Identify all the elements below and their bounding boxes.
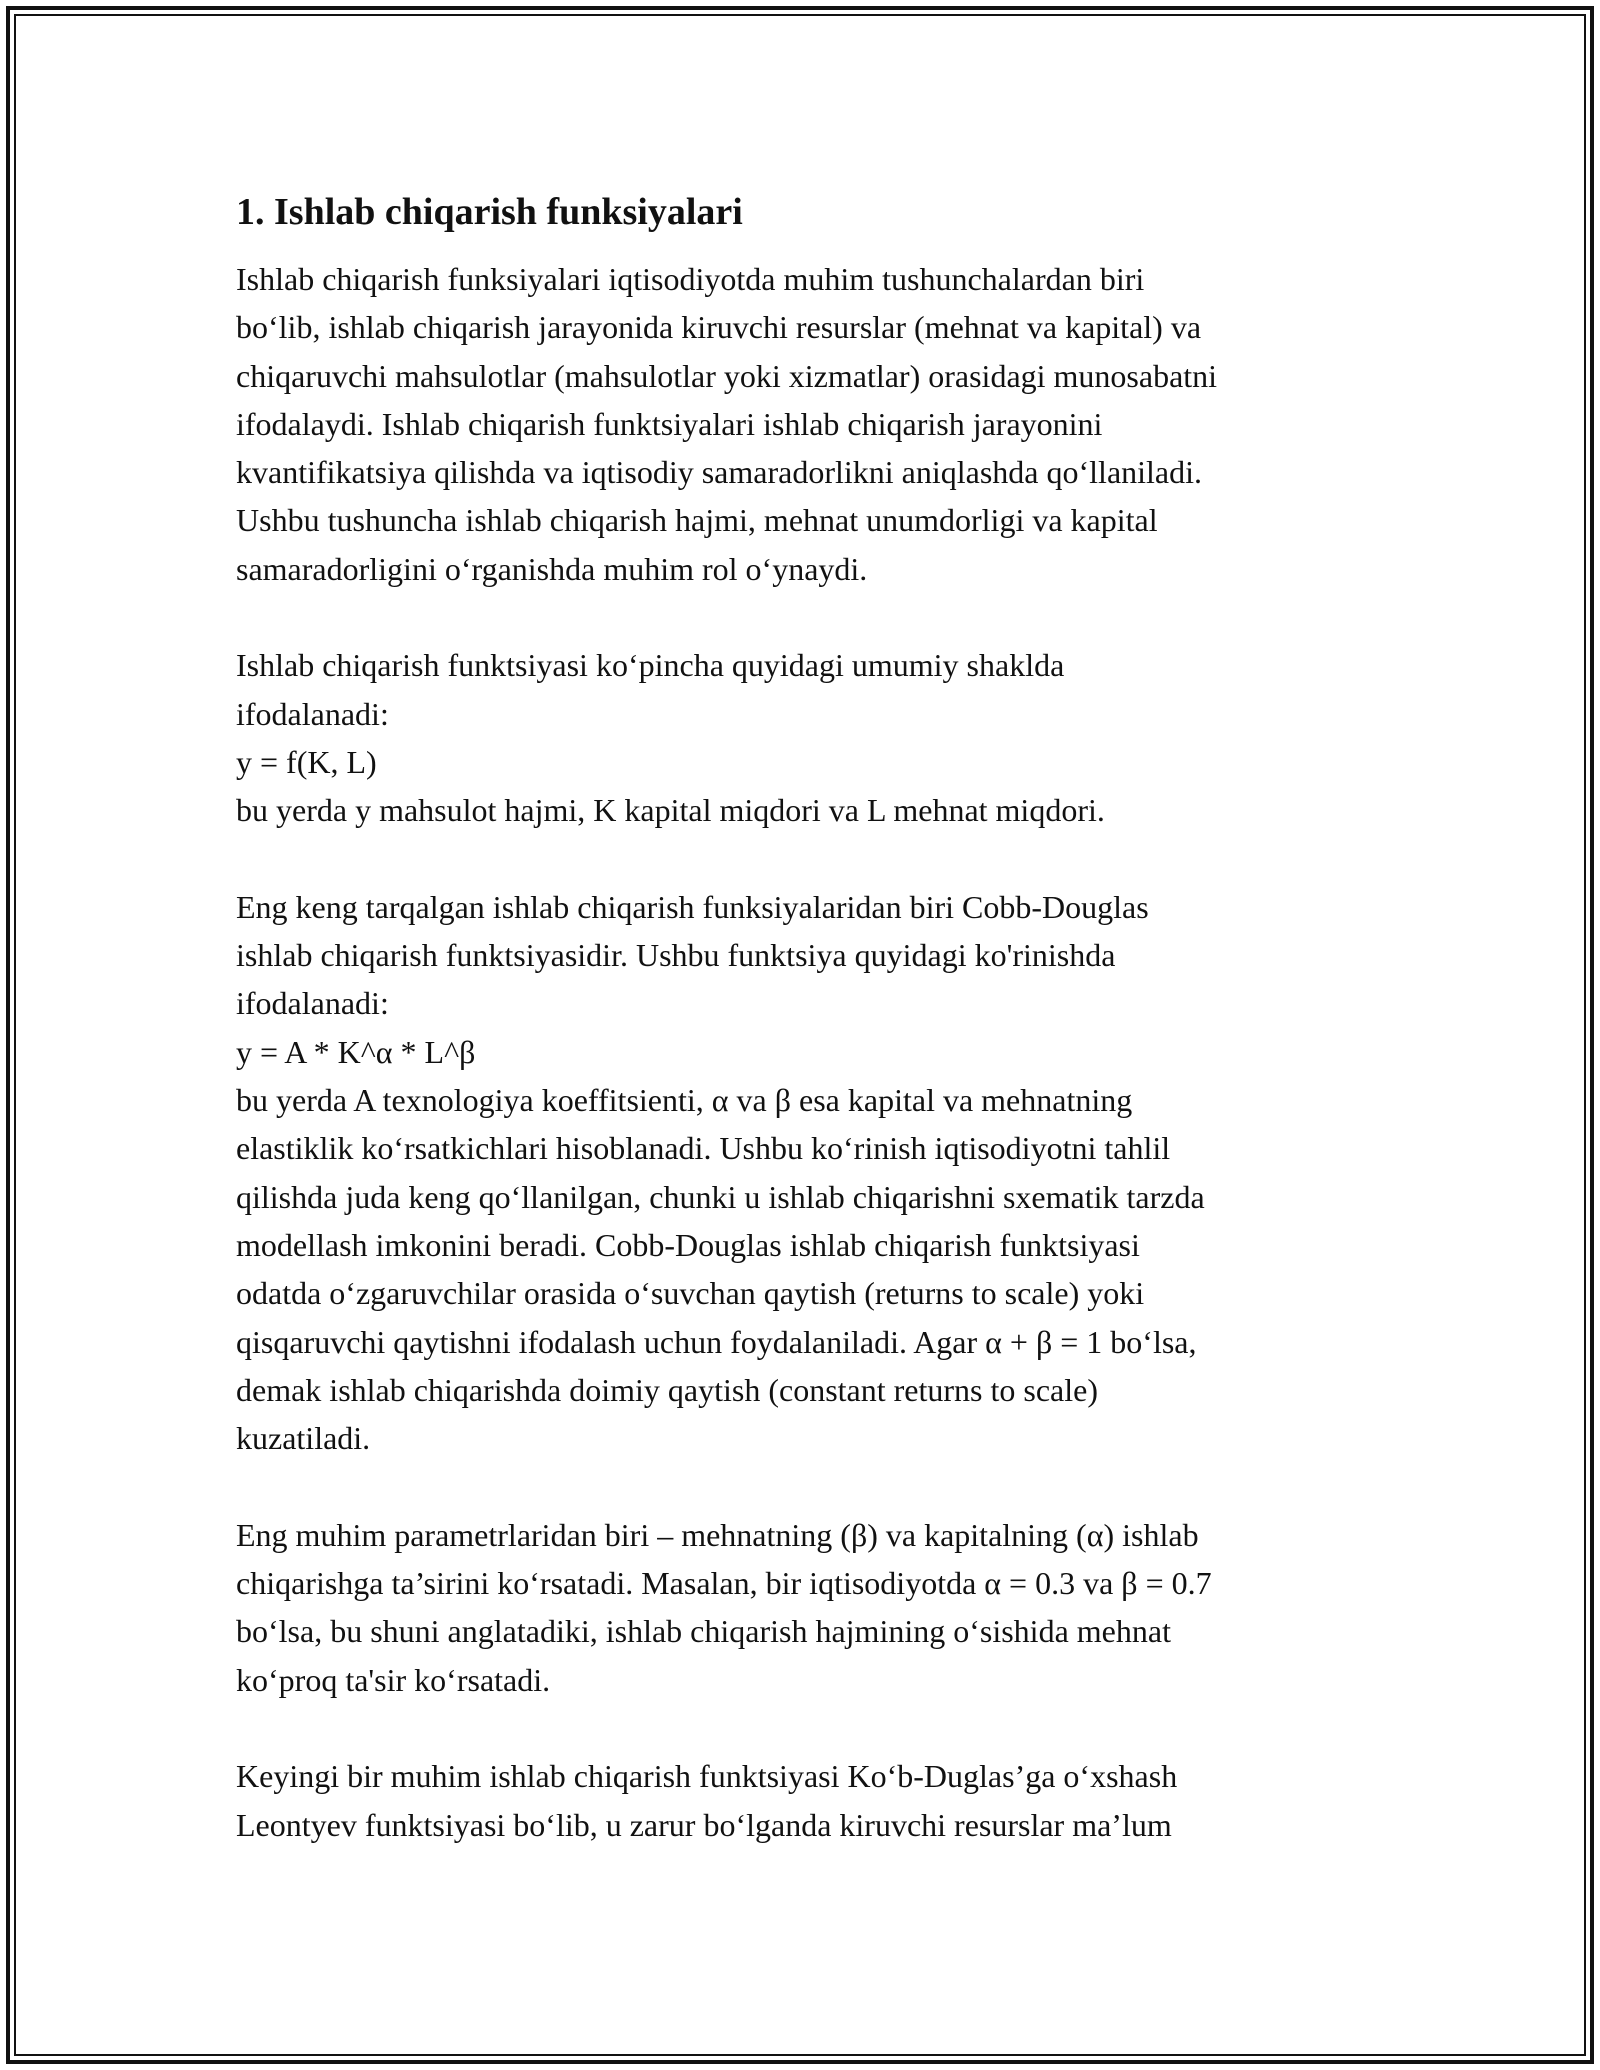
text-line: bu yerda A texnologiya koeffitsienti, α va β esa kapital va mehnatning	[236, 1082, 1133, 1119]
text-line: modellash imkonini beradi. Cobb-Douglas ishlab chiqarish funktsiyasi	[236, 1226, 1140, 1263]
text-line: Eng muhim parametrlaridan biri – mehnatning (β) va kapitalning (α) ishlab	[236, 1516, 1199, 1553]
text-line: Leontyev funktsiyasi bo‘lib, u zarur bo‘lganda kiruvchi resurslar ma’lum	[236, 1806, 1172, 1843]
text-line: elastiklik ko‘rsatkichlari hisoblanadi. Ushbu ko‘rinish iqtisodiyotni tahlil	[236, 1130, 1171, 1167]
formula-line: y = f(K, L)	[236, 743, 377, 780]
formula-line: y = A * K^α * L^β	[236, 1033, 476, 1070]
document-body	[236, 186, 1386, 1897]
text-line: ifodalaydi. Ishlab chiqarish funktsiyalari ishlab chiqarish jarayonini	[236, 405, 1103, 442]
paragraph-cobb-douglas	[236, 883, 1386, 1463]
text-line: demak ishlab chiqarishda doimiy qaytish (constant returns to scale)	[236, 1371, 1098, 1408]
text-line: Eng keng tarqalgan ishlab chiqarish funksiyalaridan biri Cobb-Douglas	[236, 888, 1149, 925]
text-line: ifodalanadi:	[236, 695, 389, 732]
text-line: qilishda juda keng qo‘llanilgan, chunki u ishlab chiqarishni sxematik tarzda	[236, 1178, 1205, 1215]
text-line: kuzatiladi.	[236, 1420, 371, 1457]
text-line: odatda o‘zgaruvchilar orasida o‘suvchan qaytish (returns to scale) yoki	[236, 1275, 1145, 1312]
paragraph-general-form	[236, 641, 1386, 834]
text-line: chiqaruvchi mahsulotlar (mahsulotlar yoki xizmatlar) orasidagi munosabatni	[236, 357, 1218, 394]
text-line: ko‘proq ta'sir ko‘rsatadi.	[236, 1661, 551, 1698]
text-line: Ishlab chiqarish funktsiyasi ko‘pincha quyidagi umumiy shaklda	[236, 647, 1065, 684]
text-line: bo‘lsa, bu shuni anglatadiki, ishlab chiqarish hajmining o‘sishida mehnat	[236, 1613, 1171, 1650]
text-line: bu yerda y mahsulot hajmi, K kapital miqdori va L mehnat miqdori.	[236, 792, 1105, 829]
text-line: chiqarishga ta’sirini ko‘rsatadi. Masalan, bir iqtisodiyotda α = 0.3 va β = 0.7	[236, 1565, 1212, 1602]
text-line: Ishlab chiqarish funksiyalari iqtisodiyotda muhim tushunchalardan biri	[236, 261, 1145, 297]
text-line: qisqaruvchi qaytishni ifodalash uchun foydalaniladi. Agar α + β = 1 bo‘lsa,	[236, 1323, 1197, 1360]
text-line: Ushbu tushuncha ishlab chiqarish hajmi, mehnat unumdorligi va kapital	[236, 502, 1158, 539]
text-line: bo‘lib, ishlab chiqarish jarayonida kiruvchi resurslar (mehnat va kapital) va	[236, 309, 1202, 346]
text-line: samaradorligini o‘rganishda muhim rol o‘ynaydi.	[236, 550, 868, 587]
text-line: Keyingi bir muhim ishlab chiqarish funktsiyasi Ko‘b-Duglas’ga o‘xshash	[236, 1758, 1178, 1795]
paragraph-intro	[236, 255, 1386, 593]
text-line: ishlab chiqarish funktsiyasidir. Ushbu funktsiya quyidagi ko'rinishda	[236, 937, 1116, 974]
text-line: ifodalanadi:	[236, 985, 389, 1022]
paragraph-leontief	[236, 1752, 1386, 1849]
section-title: 1. Ishlab chiqarish funksiyalari	[236, 191, 743, 233]
paragraph-parameters	[236, 1511, 1386, 1704]
text-line: kvantifikatsiya qilishda va iqtisodiy samaradorlikni aniqlashda qo‘llaniladi.	[236, 454, 1203, 491]
